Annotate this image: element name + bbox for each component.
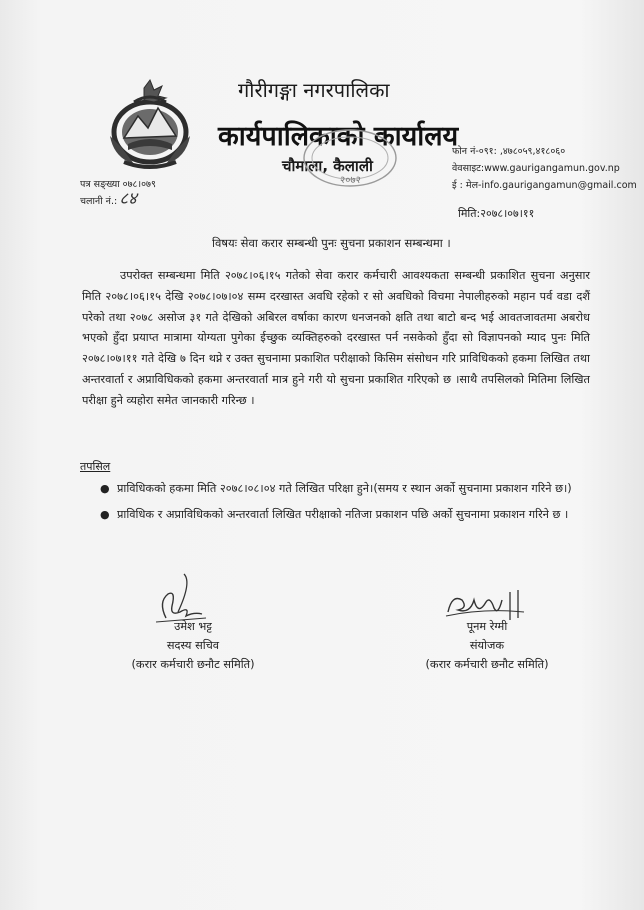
body-paragraph: उपरोक्त सम्बन्धमा मिति २०७८।०६।१५ गतेको सेवा करार कर्मचारी आवश्यकता सम्बन्धी प्रकाशित सुचना अनुसार मिति २०७८।०६।१५ देखि २०७८।०७।०४ सम्म दरखास्त अवधि रहेको र सो अवधिको विचमा नेपालीहरुको महान पर्व वडा दशैं परेको तथा २०७८ असोज ३१ गते देखिको अबिरल वर्षाका कारण धनजनको क्षति तथा बाटो बन्द भई आवतजावतमा अबरोध भएको हुँदा प्रयाप्त मात्रामा योग्यता पुगेका ईच्छुक व्यक्तिहरुको दरखास्त पर्न नसकेको हुँदा सो विज्ञापनको म्याद पुनः मिति २०७८।०७।११ गते देखि ७ दिन थप्ने र उक्त सुचनामा प्रकाशित परीक्षाको किसिम संसोधन गरि प्राविधिकको हकमा लिखित तथा अन्तरवार्ता र अप्राविधिकको हकमा अन्तरवार्ता मात्र हुने गरी यो सुचना प्रकाशित गरिएको छ ।साथै तपसिलको मितिमा लिखित परीक्षा हुने व्यहोरा समेत जानकारी गरिन्छ । [82, 269, 590, 407]
right-signatory [404, 617, 570, 674]
list-item-text: प्राविधिक र अप्राविधिकको अन्तरवार्ता लिखित परीक्षाको नतिजा प्रकाशन पछि अर्को सुचनामा प्रकाशन गरिने छ । [117, 508, 569, 521]
chalani-label: चलानी नं.: [80, 196, 118, 207]
list-item [100, 504, 580, 526]
letter-date: मिति:२०७८।०७।११ [458, 207, 535, 220]
office-location: चौमाला, कैलाली [282, 157, 373, 175]
chalani-line [80, 189, 156, 209]
subject-line: विषयः सेवा करार सम्बन्धी पुनः सुचना प्रकाशन सम्बन्धमा । [212, 236, 451, 250]
list-item [100, 478, 580, 500]
website: वेवसाइट:www.gaurigangamun.gov.np [452, 163, 620, 174]
stamp-year: २०७२ [340, 175, 361, 186]
bullet-icon: ● [100, 508, 110, 521]
bullet-icon: ● [100, 482, 110, 495]
left-signatory-committee: (करार कर्मचारी छनौट समिति) [131, 658, 255, 671]
right-signatory-title: संयोजक [469, 639, 505, 652]
tapasil-list [100, 478, 580, 530]
office-stamp-icon [300, 128, 400, 192]
email-address: ई : मेल-info.gaurigangamun@gmail.com [452, 180, 637, 191]
phone-number: फोन नं-०९१: ,४७८०५९,४१८०६० [452, 146, 566, 157]
right-signatory-committee: (करार कर्मचारी छनौट समिति) [425, 658, 549, 671]
right-signatory-name: पूनम रेग्मी [466, 620, 508, 633]
letter-number: पत्र सङ्ख्या ०७८।०७९ [80, 179, 156, 190]
left-signatory-name: उमेश भट्ट [174, 620, 212, 633]
list-item-text: प्राविधिकको हकमा मिति २०७८।०८।०४ गते लिखित परिक्षा हुने।(समय र स्थान अर्को सुचनामा प्रकाशन गरिने छ।) [117, 482, 572, 495]
nepal-government-emblem-icon [104, 78, 196, 170]
contact-block [452, 143, 637, 194]
reference-block [80, 177, 156, 209]
tapasil-heading: तपसिल [80, 460, 111, 473]
office-name: कार्यपालिकाको कार्यालय [218, 121, 459, 152]
organization-name: गौरीगङ्गा नगरपालिका [238, 78, 390, 102]
left-signatory [106, 617, 280, 674]
left-signatory-title: सदस्य सचिव [166, 639, 220, 652]
chalani-number: ८४ [119, 189, 137, 209]
